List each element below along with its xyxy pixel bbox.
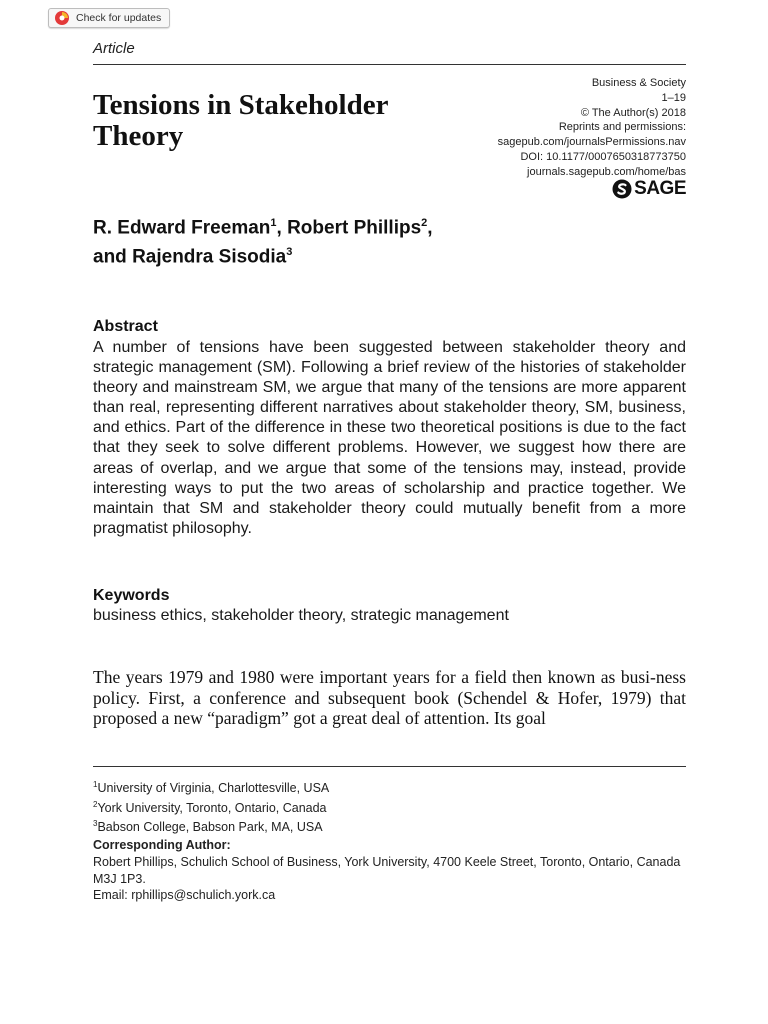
abstract-text: A number of tensions have been suggested between stakeholder theory and strategic management (SM). Following a brief review of the histories of stakeholder theory and mainstream SM, we argue that many of the tensions are more apparent than real, representing different narratives about stakeholder theory, SM, business, and ethics. Part of the difference in these two theoretical positions is due to the fact that they seek to solve different problems. However, we suggest how there are areas of overlap, and we argue that some of the tensions may, instead, provide interesting ways to put the two areas of scholarship and practice together. We maintain that SM and stakeholder theory could mutually benefit from a more pragmatist philosophy. xyxy=(93,339,686,537)
affiliation-item xyxy=(93,777,686,797)
journal-reprints: Reprints and permissions: xyxy=(558,121,686,134)
abstract-heading: Abstract xyxy=(93,318,158,335)
journal-permissions-link[interactable]: sagepub.com/journalsPermissions.nav xyxy=(497,136,686,149)
keywords-text: business ethics, stakeholder theory, strategic management xyxy=(93,607,509,624)
corresponding-author xyxy=(93,837,686,904)
affiliation-mark: 3 xyxy=(93,819,98,829)
affiliation-text: York University, Toronto, Ontario, Canada xyxy=(97,800,327,815)
header-divider xyxy=(93,64,686,65)
author-conjunction: and xyxy=(93,246,133,268)
paper-title: Tensions in Stakeholder Theory xyxy=(93,89,388,152)
journal-copyright: © The Author(s) 2018 xyxy=(580,106,686,119)
author-affiliation-mark: 1 xyxy=(270,217,277,229)
keywords-heading: Keywords xyxy=(93,587,170,604)
body-paragraph: The years 1979 and 1980 were important years for a field then known as busi-ness policy. First, a conference and subsequent book (Schendel & Hofer, 1979) that proposed a new “paradigm” got a great deal of attention. Its goal xyxy=(93,667,686,728)
author-name: Robert Phillips xyxy=(287,217,422,239)
article-type-label: Article xyxy=(93,40,135,57)
author-name: R. Edward Freeman xyxy=(93,217,271,239)
journal-home-link[interactable]: journals.sagepub.com/home/bas xyxy=(527,165,686,178)
journal-info xyxy=(426,76,686,180)
check-for-updates-label: Check for updates xyxy=(76,12,162,24)
corresponding-email[interactable]: Email: rphillips@schulich.york.ca xyxy=(93,888,276,903)
corresponding-heading: Corresponding Author: xyxy=(93,838,231,852)
affiliations-list xyxy=(93,777,686,836)
check-for-updates-button[interactable] xyxy=(48,8,170,28)
author-name: Rajendra Sisodia xyxy=(132,246,287,268)
footnote-divider xyxy=(93,766,686,767)
affiliation-text: University of Virginia, Charlottesville, USA xyxy=(97,781,330,796)
affiliation-text: Babson College, Babson Park, MA, USA xyxy=(97,820,323,835)
author-affiliation-mark: 2 xyxy=(421,217,428,229)
author-affiliation-mark: 3 xyxy=(286,246,293,259)
check-updates-icon xyxy=(54,10,70,26)
affiliation-item xyxy=(93,816,686,836)
sage-emblem-icon xyxy=(612,179,632,199)
affiliation-item xyxy=(93,797,686,817)
sage-logo-text: SAGE xyxy=(634,178,686,199)
author-list: R. Edward Freeman$^1$, Robert Phillips$^2$, and Rajendra Sisodia$^3$ xyxy=(93,217,433,268)
affiliation-mark: 1 xyxy=(93,780,98,789)
journal-name: Business & Society xyxy=(591,77,686,89)
corresponding-address: Robert Phillips, Schulich School of Business, York University, 4700 Keele Street, Toronto, Ontario, Canada M3J 1P3. xyxy=(93,854,681,886)
sage-logo xyxy=(612,178,686,200)
journal-pages: 1–19 xyxy=(661,91,686,104)
affiliation-mark: 2 xyxy=(93,799,98,809)
journal-doi[interactable]: DOI: 10.1177/0007650318773750 xyxy=(520,150,686,163)
